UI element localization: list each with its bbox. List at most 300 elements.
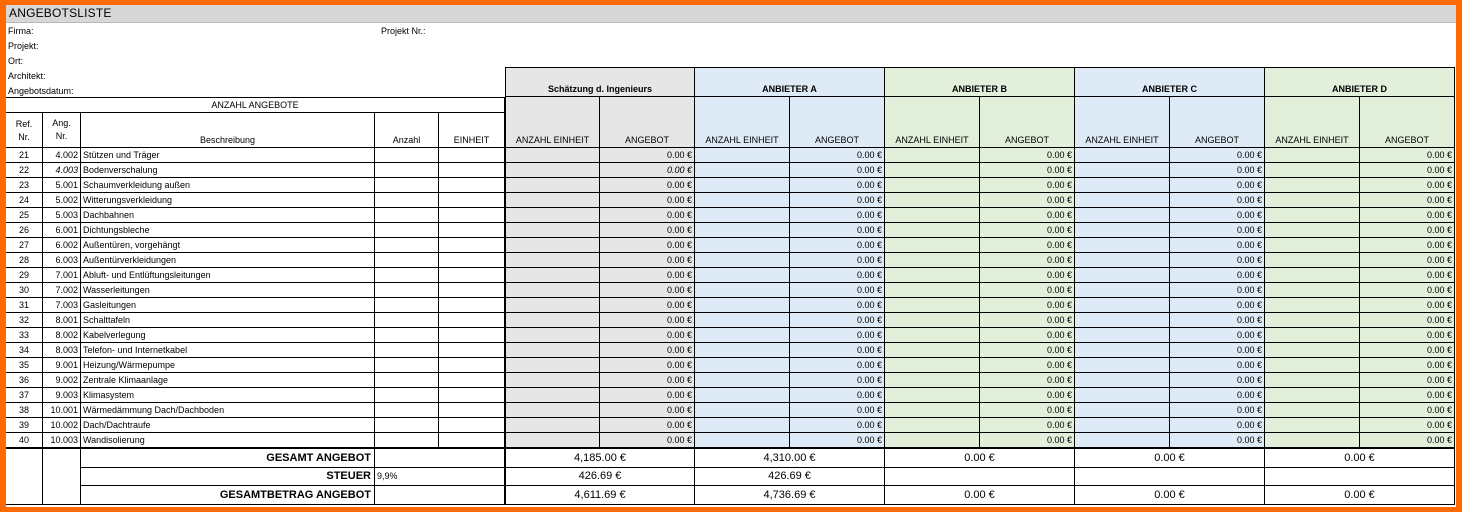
- beschreibung-cell[interactable]: Schalttafeln: [81, 313, 375, 328]
- anzahl-einheit-cell[interactable]: [695, 433, 790, 448]
- anzahl-einheit-cell[interactable]: [885, 388, 980, 403]
- einheit-cell[interactable]: [439, 298, 505, 313]
- ref-nr-cell[interactable]: 21: [6, 148, 43, 163]
- angebot-cell[interactable]: 0.00 €: [790, 223, 885, 238]
- einheit-cell[interactable]: [439, 253, 505, 268]
- angebot-cell[interactable]: 0.00 €: [980, 343, 1075, 358]
- angebot-cell[interactable]: 0.00 €: [980, 268, 1075, 283]
- angebot-cell[interactable]: 0.00 €: [980, 253, 1075, 268]
- ang-nr-cell[interactable]: 5.003: [43, 208, 81, 223]
- anzahl-einheit-cell[interactable]: [885, 418, 980, 433]
- anzahl-einheit-cell[interactable]: [695, 388, 790, 403]
- anzahl-einheit-cell[interactable]: [1265, 178, 1360, 193]
- ref-nr-cell[interactable]: 38: [6, 403, 43, 418]
- anzahl-einheit-cell[interactable]: [695, 208, 790, 223]
- steuer-rate[interactable]: 9,9%: [375, 468, 505, 486]
- einheit-cell[interactable]: [439, 313, 505, 328]
- angebot-cell[interactable]: 0.00 €: [1170, 373, 1265, 388]
- anzahl-einheit-cell[interactable]: [505, 418, 600, 433]
- einheit-cell[interactable]: [439, 403, 505, 418]
- anzahl-einheit-cell[interactable]: [1075, 388, 1170, 403]
- ang-nr-cell[interactable]: 8.003: [43, 343, 81, 358]
- angebot-cell[interactable]: 0.00 €: [600, 433, 695, 448]
- anzahl-einheit-cell[interactable]: [505, 343, 600, 358]
- anzahl-einheit-cell[interactable]: [1075, 163, 1170, 178]
- angebot-cell[interactable]: 0.00 €: [600, 268, 695, 283]
- ref-nr-cell[interactable]: 37: [6, 388, 43, 403]
- angebot-cell[interactable]: 0.00 €: [1360, 208, 1455, 223]
- ref-nr-cell[interactable]: 29: [6, 268, 43, 283]
- beschreibung-cell[interactable]: Telefon- und Internetkabel: [81, 343, 375, 358]
- ref-nr-cell[interactable]: 24: [6, 193, 43, 208]
- angebot-cell[interactable]: 0.00 €: [790, 373, 885, 388]
- angebot-cell[interactable]: 0.00 €: [600, 238, 695, 253]
- angebot-cell[interactable]: 0.00 €: [980, 193, 1075, 208]
- anzahl-cell[interactable]: [375, 403, 439, 418]
- anzahl-einheit-cell[interactable]: [1265, 208, 1360, 223]
- beschreibung-cell[interactable]: Zentrale Klimaanlage: [81, 373, 375, 388]
- ang-nr-cell[interactable]: 6.001: [43, 223, 81, 238]
- angebot-cell[interactable]: 0.00 €: [600, 343, 695, 358]
- anzahl-einheit-cell[interactable]: [1265, 148, 1360, 163]
- anzahl-einheit-cell[interactable]: [1075, 298, 1170, 313]
- anzahl-cell[interactable]: [375, 223, 439, 238]
- angebot-cell[interactable]: 0.00 €: [600, 298, 695, 313]
- angebot-cell[interactable]: 0.00 €: [790, 343, 885, 358]
- anzahl-einheit-cell[interactable]: [695, 358, 790, 373]
- beschreibung-cell[interactable]: Wärmedämmung Dach/Dachboden: [81, 403, 375, 418]
- beschreibung-cell[interactable]: Außentürverkleidungen: [81, 253, 375, 268]
- angebot-cell[interactable]: 0.00 €: [600, 148, 695, 163]
- anzahl-cell[interactable]: [375, 208, 439, 223]
- anzahl-einheit-cell[interactable]: [1075, 433, 1170, 448]
- angebot-cell[interactable]: 0.00 €: [980, 223, 1075, 238]
- anzahl-einheit-cell[interactable]: [1075, 193, 1170, 208]
- angebot-cell[interactable]: 0.00 €: [790, 313, 885, 328]
- anzahl-einheit-cell[interactable]: [885, 268, 980, 283]
- angebot-cell[interactable]: 0.00 €: [980, 178, 1075, 193]
- beschreibung-cell[interactable]: Dachbahnen: [81, 208, 375, 223]
- angebot-cell[interactable]: 0.00 €: [1170, 433, 1265, 448]
- angebot-cell[interactable]: 0.00 €: [600, 163, 695, 178]
- anzahl-einheit-cell[interactable]: [695, 238, 790, 253]
- einheit-cell[interactable]: [439, 328, 505, 343]
- anzahl-cell[interactable]: [375, 328, 439, 343]
- ang-nr-cell[interactable]: 5.001: [43, 178, 81, 193]
- angebot-cell[interactable]: 0.00 €: [790, 238, 885, 253]
- anzahl-einheit-cell[interactable]: [1075, 313, 1170, 328]
- beschreibung-cell[interactable]: Außentüren, vorgehängt: [81, 238, 375, 253]
- ref-nr-cell[interactable]: 27: [6, 238, 43, 253]
- ang-nr-cell[interactable]: 7.001: [43, 268, 81, 283]
- angebot-cell[interactable]: 0.00 €: [1360, 193, 1455, 208]
- ang-nr-cell[interactable]: 7.002: [43, 283, 81, 298]
- anzahl-einheit-cell[interactable]: [1265, 268, 1360, 283]
- angebot-cell[interactable]: 0.00 €: [980, 163, 1075, 178]
- anzahl-einheit-cell[interactable]: [1265, 433, 1360, 448]
- angebot-cell[interactable]: 0.00 €: [1170, 148, 1265, 163]
- anzahl-einheit-cell[interactable]: [885, 208, 980, 223]
- einheit-cell[interactable]: [439, 343, 505, 358]
- angebot-cell[interactable]: 0.00 €: [1170, 403, 1265, 418]
- anzahl-einheit-cell[interactable]: [505, 238, 600, 253]
- angebot-cell[interactable]: 0.00 €: [980, 433, 1075, 448]
- einheit-cell[interactable]: [439, 388, 505, 403]
- anzahl-einheit-cell[interactable]: [885, 283, 980, 298]
- anzahl-einheit-cell[interactable]: [885, 343, 980, 358]
- angebot-cell[interactable]: 0.00 €: [600, 313, 695, 328]
- ang-nr-cell[interactable]: 4.003: [43, 163, 81, 178]
- angebot-cell[interactable]: 0.00 €: [1360, 418, 1455, 433]
- angebot-cell[interactable]: 0.00 €: [1360, 403, 1455, 418]
- anzahl-einheit-cell[interactable]: [1075, 178, 1170, 193]
- angebot-cell[interactable]: 0.00 €: [1170, 208, 1265, 223]
- angebot-cell[interactable]: 0.00 €: [1170, 238, 1265, 253]
- angebot-cell[interactable]: 0.00 €: [600, 373, 695, 388]
- angebot-cell[interactable]: 0.00 €: [600, 403, 695, 418]
- angebot-cell[interactable]: 0.00 €: [1360, 298, 1455, 313]
- angebot-cell[interactable]: 0.00 €: [600, 193, 695, 208]
- angebot-cell[interactable]: 0.00 €: [1360, 328, 1455, 343]
- anzahl-cell[interactable]: [375, 358, 439, 373]
- angebot-cell[interactable]: 0.00 €: [980, 373, 1075, 388]
- anzahl-einheit-cell[interactable]: [1265, 328, 1360, 343]
- angebot-cell[interactable]: 0.00 €: [1170, 253, 1265, 268]
- anzahl-einheit-cell[interactable]: [885, 253, 980, 268]
- angebot-cell[interactable]: 0.00 €: [980, 148, 1075, 163]
- angebot-cell[interactable]: 0.00 €: [980, 298, 1075, 313]
- angebot-cell[interactable]: 0.00 €: [790, 193, 885, 208]
- anzahl-einheit-cell[interactable]: [885, 238, 980, 253]
- angebot-cell[interactable]: 0.00 €: [600, 358, 695, 373]
- beschreibung-cell[interactable]: Stützen und Träger: [81, 148, 375, 163]
- angebot-cell[interactable]: 0.00 €: [980, 208, 1075, 223]
- anzahl-einheit-cell[interactable]: [1265, 313, 1360, 328]
- anzahl-cell[interactable]: [375, 238, 439, 253]
- anzahl-cell[interactable]: [375, 418, 439, 433]
- beschreibung-cell[interactable]: Gasleitungen: [81, 298, 375, 313]
- ang-nr-cell[interactable]: 6.002: [43, 238, 81, 253]
- ref-nr-cell[interactable]: 34: [6, 343, 43, 358]
- angebot-cell[interactable]: 0.00 €: [1170, 388, 1265, 403]
- angebot-cell[interactable]: 0.00 €: [1170, 178, 1265, 193]
- angebot-cell[interactable]: 0.00 €: [600, 208, 695, 223]
- angebot-cell[interactable]: 0.00 €: [600, 178, 695, 193]
- anzahl-cell[interactable]: [375, 148, 439, 163]
- angebot-cell[interactable]: 0.00 €: [600, 388, 695, 403]
- anzahl-einheit-cell[interactable]: [885, 298, 980, 313]
- angebot-cell[interactable]: 0.00 €: [790, 253, 885, 268]
- angebot-cell[interactable]: 0.00 €: [1360, 163, 1455, 178]
- anzahl-einheit-cell[interactable]: [1265, 238, 1360, 253]
- anzahl-einheit-cell[interactable]: [885, 433, 980, 448]
- einheit-cell[interactable]: [439, 418, 505, 433]
- anzahl-einheit-cell[interactable]: [1075, 373, 1170, 388]
- ref-nr-cell[interactable]: 36: [6, 373, 43, 388]
- anzahl-cell[interactable]: [375, 268, 439, 283]
- beschreibung-cell[interactable]: Bodenverschalung: [81, 163, 375, 178]
- anzahl-einheit-cell[interactable]: [1075, 358, 1170, 373]
- einheit-cell[interactable]: [439, 238, 505, 253]
- anzahl-einheit-cell[interactable]: [1075, 403, 1170, 418]
- angebot-cell[interactable]: 0.00 €: [980, 403, 1075, 418]
- anzahl-einheit-cell[interactable]: [695, 163, 790, 178]
- beschreibung-cell[interactable]: Dach/Dachtraufe: [81, 418, 375, 433]
- anzahl-einheit-cell[interactable]: [695, 283, 790, 298]
- angebot-cell[interactable]: 0.00 €: [790, 403, 885, 418]
- anzahl-einheit-cell[interactable]: [505, 313, 600, 328]
- ang-nr-cell[interactable]: 9.002: [43, 373, 81, 388]
- anzahl-einheit-cell[interactable]: [1265, 298, 1360, 313]
- beschreibung-cell[interactable]: Dichtungsbleche: [81, 223, 375, 238]
- beschreibung-cell[interactable]: Kabelverlegung: [81, 328, 375, 343]
- beschreibung-cell[interactable]: Heizung/Wärmepumpe: [81, 358, 375, 373]
- anzahl-einheit-cell[interactable]: [695, 373, 790, 388]
- angebot-cell[interactable]: 0.00 €: [1170, 283, 1265, 298]
- beschreibung-cell[interactable]: Wasserleitungen: [81, 283, 375, 298]
- angebot-cell[interactable]: 0.00 €: [1170, 358, 1265, 373]
- angebot-cell[interactable]: 0.00 €: [790, 328, 885, 343]
- anzahl-einheit-cell[interactable]: [695, 148, 790, 163]
- angebot-cell[interactable]: 0.00 €: [1170, 223, 1265, 238]
- anzahl-einheit-cell[interactable]: [1265, 193, 1360, 208]
- anzahl-einheit-cell[interactable]: [695, 313, 790, 328]
- einheit-cell[interactable]: [439, 208, 505, 223]
- angebot-cell[interactable]: 0.00 €: [790, 358, 885, 373]
- angebot-cell[interactable]: 0.00 €: [980, 418, 1075, 433]
- einheit-cell[interactable]: [439, 148, 505, 163]
- ang-nr-cell[interactable]: 9.003: [43, 388, 81, 403]
- angebot-cell[interactable]: 0.00 €: [790, 163, 885, 178]
- ref-nr-cell[interactable]: 40: [6, 433, 43, 448]
- anzahl-einheit-cell[interactable]: [885, 193, 980, 208]
- anzahl-cell[interactable]: [375, 253, 439, 268]
- beschreibung-cell[interactable]: Klimasystem: [81, 388, 375, 403]
- anzahl-einheit-cell[interactable]: [695, 328, 790, 343]
- ref-nr-cell[interactable]: 35: [6, 358, 43, 373]
- angebot-cell[interactable]: 0.00 €: [980, 328, 1075, 343]
- anzahl-cell[interactable]: [375, 313, 439, 328]
- angebot-cell[interactable]: 0.00 €: [980, 388, 1075, 403]
- ref-nr-cell[interactable]: 31: [6, 298, 43, 313]
- ref-nr-cell[interactable]: 33: [6, 328, 43, 343]
- anzahl-einheit-cell[interactable]: [1265, 358, 1360, 373]
- anzahl-einheit-cell[interactable]: [505, 403, 600, 418]
- angebot-cell[interactable]: 0.00 €: [1360, 433, 1455, 448]
- angebot-cell[interactable]: 0.00 €: [600, 253, 695, 268]
- anzahl-einheit-cell[interactable]: [505, 163, 600, 178]
- beschreibung-cell[interactable]: Schaumverkleidung außen: [81, 178, 375, 193]
- anzahl-cell[interactable]: [375, 433, 439, 448]
- einheit-cell[interactable]: [439, 373, 505, 388]
- anzahl-einheit-cell[interactable]: [505, 223, 600, 238]
- ref-nr-cell[interactable]: 25: [6, 208, 43, 223]
- anzahl-einheit-cell[interactable]: [1265, 223, 1360, 238]
- anzahl-cell[interactable]: [375, 373, 439, 388]
- angebot-cell[interactable]: 0.00 €: [980, 358, 1075, 373]
- anzahl-einheit-cell[interactable]: [885, 373, 980, 388]
- anzahl-einheit-cell[interactable]: [885, 148, 980, 163]
- angebot-cell[interactable]: 0.00 €: [1360, 343, 1455, 358]
- anzahl-einheit-cell[interactable]: [1075, 238, 1170, 253]
- angebot-cell[interactable]: 0.00 €: [1360, 283, 1455, 298]
- angebot-cell[interactable]: 0.00 €: [600, 328, 695, 343]
- anzahl-einheit-cell[interactable]: [885, 163, 980, 178]
- ang-nr-cell[interactable]: 8.002: [43, 328, 81, 343]
- anzahl-einheit-cell[interactable]: [1265, 388, 1360, 403]
- einheit-cell[interactable]: [439, 433, 505, 448]
- anzahl-einheit-cell[interactable]: [1075, 223, 1170, 238]
- anzahl-einheit-cell[interactable]: [885, 358, 980, 373]
- anzahl-cell[interactable]: [375, 343, 439, 358]
- anzahl-einheit-cell[interactable]: [695, 343, 790, 358]
- anzahl-einheit-cell[interactable]: [505, 178, 600, 193]
- ref-nr-cell[interactable]: 39: [6, 418, 43, 433]
- anzahl-einheit-cell[interactable]: [695, 178, 790, 193]
- einheit-cell[interactable]: [439, 358, 505, 373]
- angebot-cell[interactable]: 0.00 €: [1360, 373, 1455, 388]
- anzahl-einheit-cell[interactable]: [1075, 268, 1170, 283]
- anzahl-einheit-cell[interactable]: [505, 298, 600, 313]
- angebot-cell[interactable]: 0.00 €: [1170, 193, 1265, 208]
- angebot-cell[interactable]: 0.00 €: [1360, 178, 1455, 193]
- beschreibung-cell[interactable]: Witterungsverkleidung: [81, 193, 375, 208]
- ref-nr-cell[interactable]: 22: [6, 163, 43, 178]
- angebot-cell[interactable]: 0.00 €: [600, 418, 695, 433]
- ang-nr-cell[interactable]: 8.001: [43, 313, 81, 328]
- anzahl-einheit-cell[interactable]: [1265, 418, 1360, 433]
- anzahl-einheit-cell[interactable]: [885, 223, 980, 238]
- anzahl-einheit-cell[interactable]: [505, 358, 600, 373]
- anzahl-einheit-cell[interactable]: [695, 418, 790, 433]
- anzahl-einheit-cell[interactable]: [885, 313, 980, 328]
- anzahl-einheit-cell[interactable]: [1075, 343, 1170, 358]
- angebot-cell[interactable]: 0.00 €: [790, 208, 885, 223]
- anzahl-cell[interactable]: [375, 163, 439, 178]
- einheit-cell[interactable]: [439, 178, 505, 193]
- anzahl-einheit-cell[interactable]: [695, 193, 790, 208]
- anzahl-einheit-cell[interactable]: [505, 148, 600, 163]
- angebot-cell[interactable]: 0.00 €: [1360, 253, 1455, 268]
- angebot-cell[interactable]: 0.00 €: [790, 388, 885, 403]
- anzahl-einheit-cell[interactable]: [695, 268, 790, 283]
- angebot-cell[interactable]: 0.00 €: [790, 268, 885, 283]
- angebot-cell[interactable]: 0.00 €: [1360, 388, 1455, 403]
- einheit-cell[interactable]: [439, 268, 505, 283]
- anzahl-einheit-cell[interactable]: [885, 403, 980, 418]
- angebot-cell[interactable]: 0.00 €: [790, 178, 885, 193]
- anzahl-cell[interactable]: [375, 193, 439, 208]
- anzahl-einheit-cell[interactable]: [695, 253, 790, 268]
- anzahl-einheit-cell[interactable]: [1265, 373, 1360, 388]
- anzahl-einheit-cell[interactable]: [505, 208, 600, 223]
- angebot-cell[interactable]: 0.00 €: [790, 298, 885, 313]
- angebot-cell[interactable]: 0.00 €: [980, 313, 1075, 328]
- angebot-cell[interactable]: 0.00 €: [1170, 313, 1265, 328]
- angebot-cell[interactable]: 0.00 €: [600, 283, 695, 298]
- anzahl-einheit-cell[interactable]: [695, 403, 790, 418]
- anzahl-einheit-cell[interactable]: [505, 328, 600, 343]
- ref-nr-cell[interactable]: 30: [6, 283, 43, 298]
- anzahl-einheit-cell[interactable]: [505, 268, 600, 283]
- angebot-cell[interactable]: 0.00 €: [790, 283, 885, 298]
- ref-nr-cell[interactable]: 28: [6, 253, 43, 268]
- anzahl-einheit-cell[interactable]: [505, 373, 600, 388]
- angebot-cell[interactable]: 0.00 €: [1170, 298, 1265, 313]
- anzahl-einheit-cell[interactable]: [505, 433, 600, 448]
- angebot-cell[interactable]: 0.00 €: [1360, 223, 1455, 238]
- angebot-cell[interactable]: 0.00 €: [1360, 358, 1455, 373]
- angebot-cell[interactable]: 0.00 €: [1170, 268, 1265, 283]
- angebot-cell[interactable]: 0.00 €: [980, 283, 1075, 298]
- anzahl-einheit-cell[interactable]: [695, 223, 790, 238]
- angebot-cell[interactable]: 0.00 €: [790, 418, 885, 433]
- anzahl-einheit-cell[interactable]: [1075, 208, 1170, 223]
- ang-nr-cell[interactable]: 9.001: [43, 358, 81, 373]
- anzahl-cell[interactable]: [375, 178, 439, 193]
- ref-nr-cell[interactable]: 26: [6, 223, 43, 238]
- anzahl-einheit-cell[interactable]: [1265, 163, 1360, 178]
- angebot-cell[interactable]: 0.00 €: [1170, 343, 1265, 358]
- angebot-cell[interactable]: 0.00 €: [1360, 148, 1455, 163]
- anzahl-einheit-cell[interactable]: [1265, 253, 1360, 268]
- einheit-cell[interactable]: [439, 283, 505, 298]
- ang-nr-cell[interactable]: 7.003: [43, 298, 81, 313]
- anzahl-einheit-cell[interactable]: [505, 388, 600, 403]
- anzahl-einheit-cell[interactable]: [505, 283, 600, 298]
- angebot-cell[interactable]: 0.00 €: [980, 238, 1075, 253]
- ang-nr-cell[interactable]: 5.002: [43, 193, 81, 208]
- angebot-cell[interactable]: 0.00 €: [1170, 418, 1265, 433]
- ref-nr-cell[interactable]: 23: [6, 178, 43, 193]
- anzahl-cell[interactable]: [375, 298, 439, 313]
- einheit-cell[interactable]: [439, 163, 505, 178]
- anzahl-einheit-cell[interactable]: [1075, 328, 1170, 343]
- angebot-cell[interactable]: 0.00 €: [1360, 268, 1455, 283]
- anzahl-einheit-cell[interactable]: [1265, 343, 1360, 358]
- ang-nr-cell[interactable]: 10.003: [43, 433, 81, 448]
- anzahl-einheit-cell[interactable]: [1075, 253, 1170, 268]
- anzahl-einheit-cell[interactable]: [1265, 283, 1360, 298]
- angebot-cell[interactable]: 0.00 €: [600, 223, 695, 238]
- ref-nr-cell[interactable]: 32: [6, 313, 43, 328]
- anzahl-einheit-cell[interactable]: [1265, 403, 1360, 418]
- anzahl-einheit-cell[interactable]: [695, 298, 790, 313]
- ang-nr-cell[interactable]: 6.003: [43, 253, 81, 268]
- ang-nr-cell[interactable]: 4.002: [43, 148, 81, 163]
- angebot-cell[interactable]: 0.00 €: [790, 433, 885, 448]
- angebot-cell[interactable]: 0.00 €: [790, 148, 885, 163]
- angebot-cell[interactable]: 0.00 €: [1170, 163, 1265, 178]
- angebot-cell[interactable]: 0.00 €: [1360, 313, 1455, 328]
- beschreibung-cell[interactable]: Wandisolierung: [81, 433, 375, 448]
- ang-nr-cell[interactable]: 10.001: [43, 403, 81, 418]
- anzahl-einheit-cell[interactable]: [885, 328, 980, 343]
- anzahl-cell[interactable]: [375, 283, 439, 298]
- anzahl-einheit-cell[interactable]: [1075, 148, 1170, 163]
- einheit-cell[interactable]: [439, 223, 505, 238]
- angebot-cell[interactable]: 0.00 €: [1170, 328, 1265, 343]
- einheit-cell[interactable]: [439, 193, 505, 208]
- anzahl-einheit-cell[interactable]: [505, 253, 600, 268]
- anzahl-einheit-cell[interactable]: [1075, 418, 1170, 433]
- anzahl-einheit-cell[interactable]: [1075, 283, 1170, 298]
- anzahl-cell[interactable]: [375, 388, 439, 403]
- ang-nr-cell[interactable]: 10.002: [43, 418, 81, 433]
- anzahl-einheit-cell[interactable]: [505, 193, 600, 208]
- angebot-cell[interactable]: 0.00 €: [1360, 238, 1455, 253]
- anzahl-einheit-cell[interactable]: [885, 178, 980, 193]
